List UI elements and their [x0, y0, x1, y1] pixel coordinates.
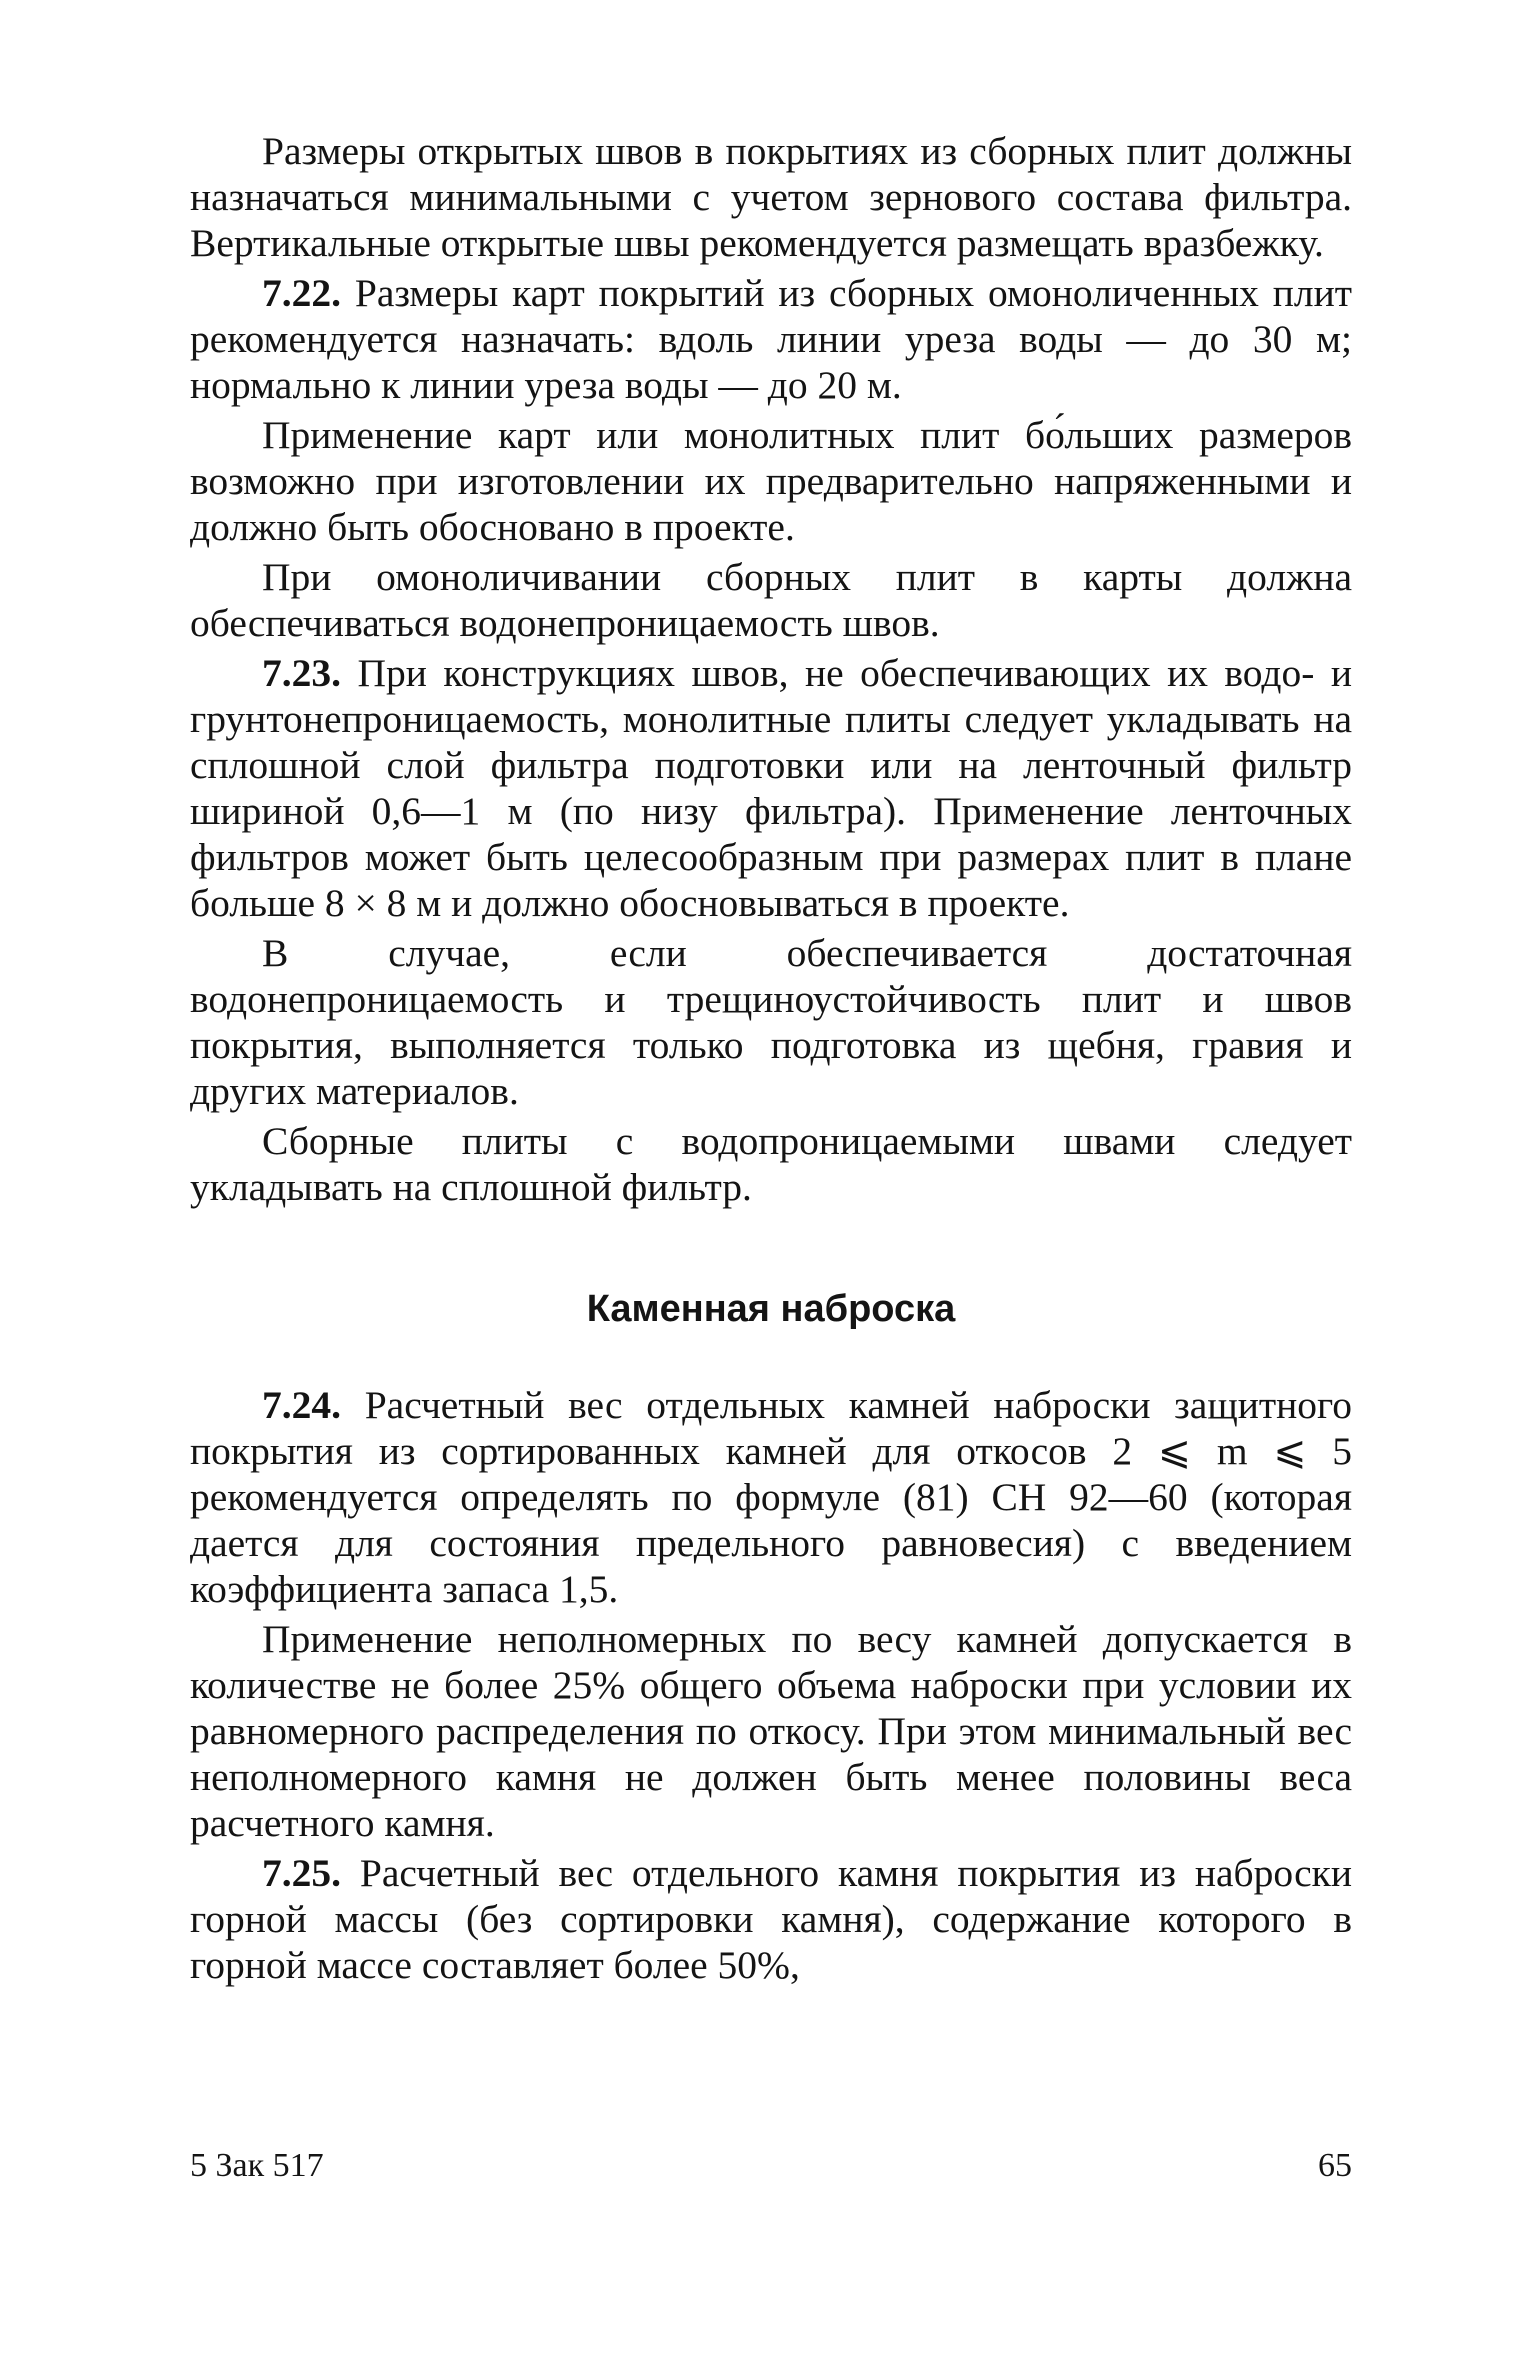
paragraph [190, 1850, 1352, 1988]
paragraph [190, 930, 1352, 1114]
paragraph-text: В случае, если обеспечивается достаточная водонепроницаемость и трещиноустойчивость плит и швов покрытия, выполняется только подготовка из щебня, гравия и других материалов. [190, 931, 1352, 1113]
paragraph [190, 412, 1352, 550]
paragraph [190, 128, 1352, 266]
paragraph [190, 270, 1352, 408]
paragraph-number: 7.23. [262, 651, 341, 695]
text-block [190, 128, 1352, 1992]
paragraph-text: Расчетный вес отдельного камня покрытия из наброски горной массы (без сортировки камня), содержание которого в горной массе составляет более 50%, [190, 1851, 1352, 1987]
page-number: 65 [1318, 2147, 1352, 2184]
paragraph [190, 1616, 1352, 1846]
paragraph-text: При омоноличивании сборных плит в карты должна обеспечиваться водонепроницаемость швов. [190, 555, 1352, 645]
paragraph [190, 1382, 1352, 1612]
paragraph-number: 7.22. [262, 271, 341, 315]
paragraph-number: 7.24. [262, 1383, 341, 1427]
paragraph-number: 7.25. [262, 1851, 341, 1895]
paragraph-text: Сборные плиты с водопроницаемыми швами следует укладывать на сплошной фильтр. [190, 1119, 1352, 1209]
section-heading: Каменная наброска [586, 1288, 956, 1330]
paragraph [190, 1118, 1352, 1210]
paragraph-text: Размеры карт покрытий из сборных омоноличенных плит рекомендуется назначать: вдоль линии уреза воды — до 30 м; нормально к линии уреза воды — до 20 м. [190, 271, 1353, 407]
paragraph [190, 554, 1352, 646]
paragraph [190, 650, 1352, 926]
paragraph-text: Расчетный вес отдельных камней наброски защитного покрытия из сортированных камней для откосов 2 ⩽ m ⩽ 5 рекомендуется определять по формуле (81) СН 92—60 (которая дается для состояния предельного равновесия) с введением коэффициента запаса 1,5. [190, 1383, 1352, 1611]
paragraph-text: Размеры открытых швов в покрытиях из сборных плит должны назначаться минимальными с учетом зернового состава фильтра. Вертикальные открытые швы рекомендуется размещать вразбежку. [190, 129, 1352, 265]
paragraph-text: Применение неполномерных по весу камней допускается в количестве не более 25% общего объема наброски при условии их равномерного распределения по откосу. При этом минимальный вес неполномерного камня не должен быть менее половины веса расчетного камня. [190, 1617, 1352, 1845]
print-order-mark: 5 Зак 517 [190, 2147, 324, 2184]
paragraph-text: Применение карт или монолитных плит бо́льших размеров возможно при изготовлении их предварительно напряженными и должно быть обосновано в проекте. [190, 413, 1352, 549]
paragraph-text: При конструкциях швов, не обеспечивающих их водо- и грунтонепроницаемость, монолитные плиты следует укладывать на сплошной слой фильтра подготовки или на ленточный фильтр шириной 0,6—1 м (по низу фильтра). Применение ленточных фильтров может быть целесообразным при размерах плит в плане больше 8 × 8 м и должно обосновываться в проекте. [190, 651, 1353, 925]
